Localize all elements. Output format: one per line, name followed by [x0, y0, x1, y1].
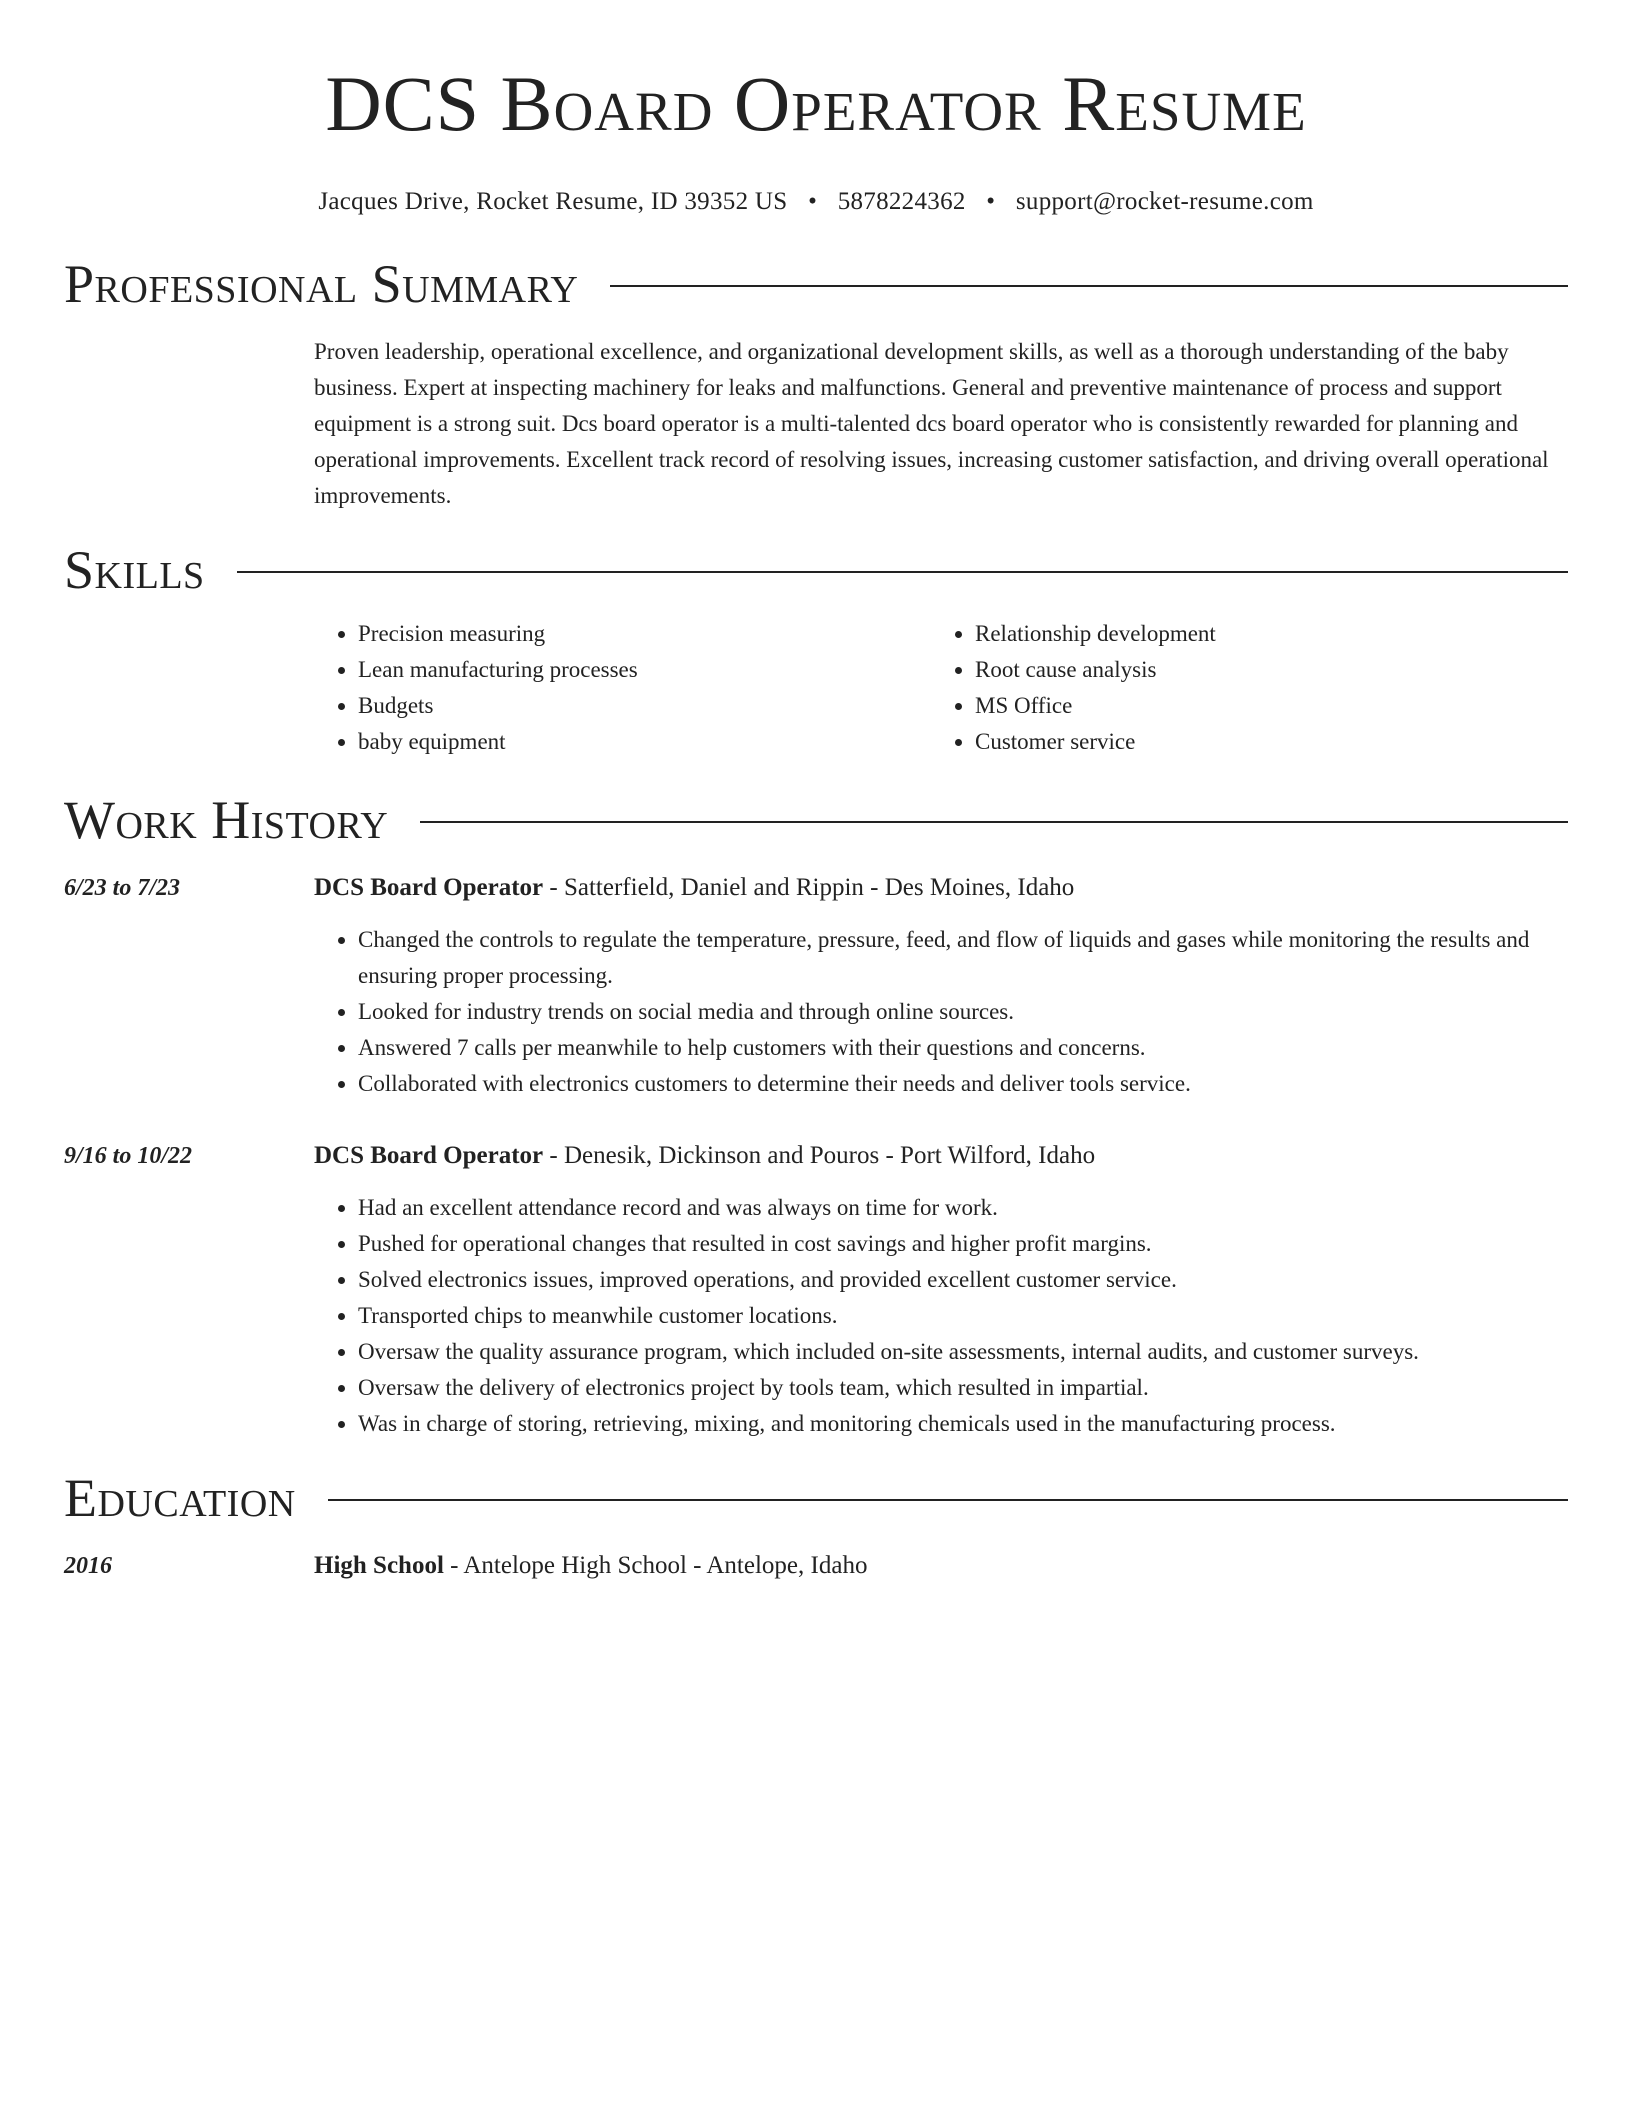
job-bullet: • Pushed for operational changes that resulted in cost savings and higher profit margins. — [358, 1226, 1568, 1262]
skill-item: • MS Office — [975, 688, 1568, 724]
education-details: - Antelope High School - Antelope, Idaho — [443, 1552, 868, 1579]
job-bullet: • Was in charge of storing, retrieving, mixing, and monitoring chemicals used in the manufacturing process. — [358, 1406, 1568, 1442]
skills-grid — [314, 616, 1568, 760]
work-header — [64, 788, 1568, 852]
education-header — [64, 1466, 1568, 1530]
education-entry — [64, 1548, 1568, 1584]
job-main — [314, 870, 1568, 1102]
job-bullet: • Oversaw the quality assurance program, which included on-site assessments, internal audits, and customer surveys. — [358, 1334, 1568, 1370]
job-bullets — [314, 922, 1568, 1102]
job-bullets — [314, 1190, 1568, 1442]
job-bullet: • Collaborated with electronics customers to determine their needs and deliver tools service. — [358, 1066, 1568, 1102]
education-section — [64, 1466, 1568, 1584]
education-main — [314, 1548, 1568, 1584]
summary-body — [314, 334, 1568, 514]
education-heading-line — [314, 1548, 1568, 1584]
job-bullet: • Had an excellent attendance record and was always on time for work. — [358, 1190, 1568, 1226]
contact-address: Jacques Drive, Rocket Resume, ID 39352 US — [318, 188, 788, 215]
section-divider — [328, 1499, 1568, 1501]
job-details: - Denesik, Dickinson and Pouros - Port Wilford, Idaho — [543, 1142, 1096, 1169]
job-heading — [314, 1138, 1568, 1174]
skill-item: • Budgets — [358, 688, 931, 724]
skills-heading: Skills — [64, 540, 205, 600]
section-divider — [610, 285, 1568, 287]
summary-section — [64, 252, 1568, 514]
job-main — [314, 1138, 1568, 1442]
job-dates: 6/23 to 7/23 — [64, 875, 181, 901]
skills-header — [64, 538, 1568, 602]
work-heading: Work History — [64, 790, 389, 850]
skill-item: • Precision measuring — [358, 616, 931, 652]
education-degree: High School — [314, 1552, 444, 1579]
job-heading — [314, 870, 1568, 906]
section-divider — [420, 821, 1568, 823]
job-details: - Satterfield, Daniel and Rippin - Des Moines, Idaho — [543, 874, 1075, 901]
job-entry — [64, 1138, 1568, 1442]
contact-line — [64, 186, 1568, 218]
job-bullet: • Oversaw the delivery of electronics project by tools team, which resulted in impartial. — [358, 1370, 1568, 1406]
job-bullet: • Solved electronics issues, improved operations, and provided excellent customer service. — [358, 1262, 1568, 1298]
job-bullet: • Answered 7 calls per meanwhile to help customers with their questions and concerns. — [358, 1030, 1568, 1066]
job-bullet: • Transported chips to meanwhile customer locations. — [358, 1298, 1568, 1334]
education-heading: Education — [64, 1468, 296, 1528]
job-bullet: • Changed the controls to regulate the temperature, pressure, feed, and flow of liquids and gases while monitoring the results and ensuring proper processing. — [358, 922, 1568, 994]
job-bullet: • Looked for industry trends on social media and through online sources. — [358, 994, 1568, 1030]
skill-item: • Lean manufacturing processes — [358, 652, 931, 688]
summary-text: Proven leadership, operational excellence, and organizational development skills, as well as a thorough understanding of the baby business. Expert at inspecting machinery for leaks and malfunctions. General and preventive maintenance of process and support equipment is a strong suit. Dcs board operator is a multi-talented dcs board operator who is consistently rewarded for planning and operational improvements. Excellent track record of resolving issues, increasing customer satisfaction, and driving overall operational improvements. — [314, 339, 1549, 508]
contact-separator: • — [986, 188, 996, 215]
contact-phone: 5878224362 — [837, 188, 966, 215]
job-dates: 9/16 to 10/22 — [64, 1143, 193, 1169]
skills-section — [64, 538, 1568, 760]
summary-header — [64, 252, 1568, 316]
skills-list-right — [931, 616, 1568, 760]
skill-item: • Relationship development — [975, 616, 1568, 652]
resume-title: DCS Board Operator Resume — [325, 60, 1307, 147]
skills-list-left — [314, 616, 931, 760]
section-divider — [237, 571, 1568, 573]
job-entry — [64, 870, 1568, 1102]
job-role: DCS Board Operator — [314, 1142, 544, 1169]
contact-separator: • — [808, 188, 818, 215]
education-year: 2016 — [64, 1553, 112, 1579]
work-section — [64, 788, 1568, 1442]
skill-item: • baby equipment — [358, 724, 931, 760]
job-role: DCS Board Operator — [314, 874, 544, 901]
skills-body — [314, 616, 1568, 760]
summary-heading: Professional Summary — [64, 254, 579, 314]
skill-item: • Root cause analysis — [975, 652, 1568, 688]
skill-item: • Customer service — [975, 724, 1568, 760]
contact-email: support@rocket-resume.com — [1015, 188, 1314, 215]
